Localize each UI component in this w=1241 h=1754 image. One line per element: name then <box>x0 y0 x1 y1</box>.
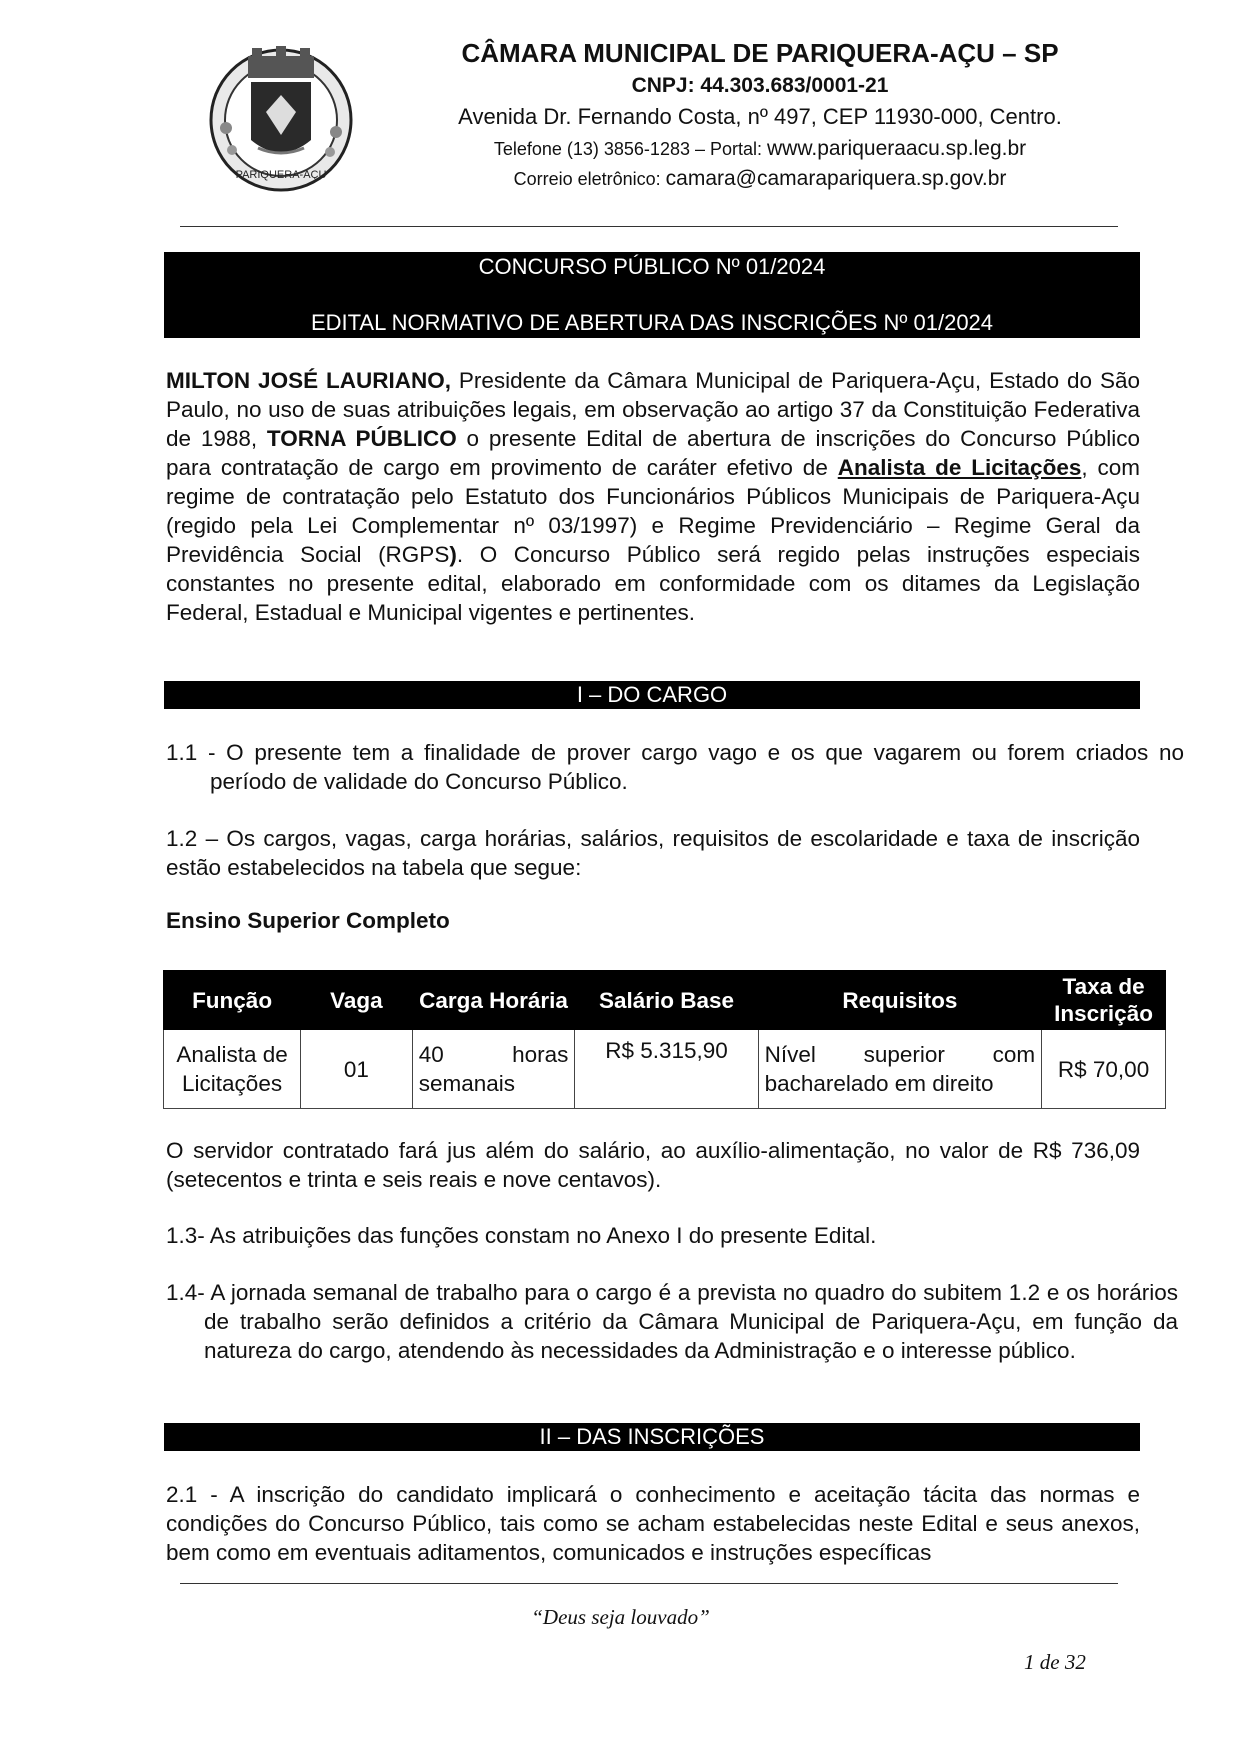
cell-requisitos: Nível superior com bacharelado em direito <box>758 1030 1042 1109</box>
cnpj: CNPJ: 44.303.683/0001-21 <box>631 74 889 97</box>
cell-carga: 40 horas semanais <box>412 1030 575 1109</box>
intro-text-3: , com regime de contratação pelo Estatuto dos Funcionários Públicos Municipais de Pariquera-Açu (regido pela Lei Complementar nº 03/1997) e Regime Previdenciário – Regime Geral da Previdência Social (RGPS <box>166 455 1141 567</box>
intro-text-4: . O Concurso Público será regido pelas instruções especiais constantes no presente edital, elaborado em conformidade com os ditames da Legislação Federal, Estadual e Municipal vigentes e pertinentes. <box>166 542 1140 625</box>
address: Avenida Dr. Fernando Costa, nº 497, CEP 11930-000, Centro. <box>458 104 1062 129</box>
table-subtitle: Ensino Superior Completo <box>166 908 450 933</box>
col-funcao: Função <box>164 971 301 1030</box>
portal-link[interactable]: www.pariqueraacu.sp.leg.br <box>767 137 1027 160</box>
cell-taxa: R$ 70,00 <box>1042 1030 1166 1109</box>
edital-title: EDITAL NORMATIVO DE ABERTURA DAS INSCRIÇÕES Nº 01/2024 <box>310 310 994 335</box>
phone-text: Telefone (13) 3856-1283 – Portal: <box>493 139 768 159</box>
intro-close-paren: ) <box>449 542 457 567</box>
intro-paragraph <box>166 366 1140 627</box>
header-divider <box>180 226 1118 227</box>
email-label: Correio eletrônico: <box>513 169 666 189</box>
col-taxa: Taxa de Inscrição <box>1042 971 1166 1030</box>
cargo-name: Analista de Licitações <box>837 455 1082 480</box>
phone-line <box>330 137 1190 161</box>
edital-title-banner <box>164 252 1140 338</box>
cell-funcao: Analista de Licitações <box>164 1030 301 1109</box>
email-link[interactable]: camara@camarapariquera.sp.gov.br <box>665 167 1007 190</box>
cargo-table <box>163 970 1166 1109</box>
item-2-1: 2.1 - A inscrição do candidato implicará o conhecimento e aceitação tácita das normas e condições do Concurso Público, tais como se acham estabelecidas neste Edital e seus anexos, bem como em eventuais aditamentos, comunicados e instruções específicas <box>166 1482 1140 1565</box>
table-row <box>164 1030 1166 1109</box>
torna-publico: TORNA PÚBLICO <box>266 426 457 451</box>
section-2-title: II – DAS INSCRIÇÕES <box>164 1423 1140 1451</box>
aux-alimentacao-paragraph: O servidor contratado fará jus além do salário, ao auxílio-alimentação, no valor de R$ 736,09 (setecentos e trinta e seis reais e nove centavos). <box>166 1138 1140 1192</box>
col-salario: Salário Base <box>575 971 758 1030</box>
footer-quote: “Deus seja louvado” <box>531 1605 710 1629</box>
footer-divider <box>180 1583 1118 1584</box>
col-requisitos: Requisitos <box>758 971 1042 1030</box>
email-line <box>330 167 1190 191</box>
item-1-4: 1.4- A jornada semanal de trabalho para o cargo é a prevista no quadro do subitem 1.2 e os horários de trabalho serão definidos a critério da Câmara Municipal de Pariquera-Açu, em função da natureza do cargo, atendendo às necessidades da Administração e o interesse público. <box>166 1280 1178 1363</box>
col-carga-horaria: Carga Horária <box>412 971 575 1030</box>
intro-text-1: Presidente da Câmara Municipal de Pariquera-Açu, Estado do São Paulo, no uso de suas atribuições legais, em observação ao artigo 37 da Constituição Federativa de 1988, <box>166 368 1140 451</box>
intro-text-2: o presente Edital de abertura de inscrições do Concurso Público para contratação de cargo em provimento de caráter efetivo de <box>166 426 1140 480</box>
col-vaga: Vaga <box>301 971 413 1030</box>
president-name: MILTON JOSÉ LAURIANO, <box>166 368 451 393</box>
section-1-title: I – DO CARGO <box>164 681 1140 709</box>
item-1-3: 1.3- As atribuições das funções constam no Anexo I do presente Edital. <box>166 1223 877 1248</box>
item-1-2: 1.2 – Os cargos, vagas, carga horárias, salários, requisitos de escolaridade e taxa de inscrição estão estabelecidos na tabela que segue: <box>166 826 1140 880</box>
table-header-row <box>164 971 1166 1030</box>
page-number: 1 de 32 <box>1024 1650 1086 1674</box>
institution-title: CÂMARA MUNICIPAL DE PARIQUERA-AÇU – SP <box>461 38 1059 68</box>
cell-salario: R$ 5.315,90 <box>575 1030 758 1109</box>
svg-text:PARIQUERA-AÇU: PARIQUERA-AÇU <box>235 169 327 181</box>
item-1-1: 1.1 - O presente tem a finalidade de prover cargo vago e os que vagarem ou forem criados no período de validade do Concurso Público. <box>166 740 1184 794</box>
cell-vaga: 01 <box>301 1030 413 1109</box>
concurso-title: CONCURSO PÚBLICO Nº 01/2024 <box>478 254 826 279</box>
